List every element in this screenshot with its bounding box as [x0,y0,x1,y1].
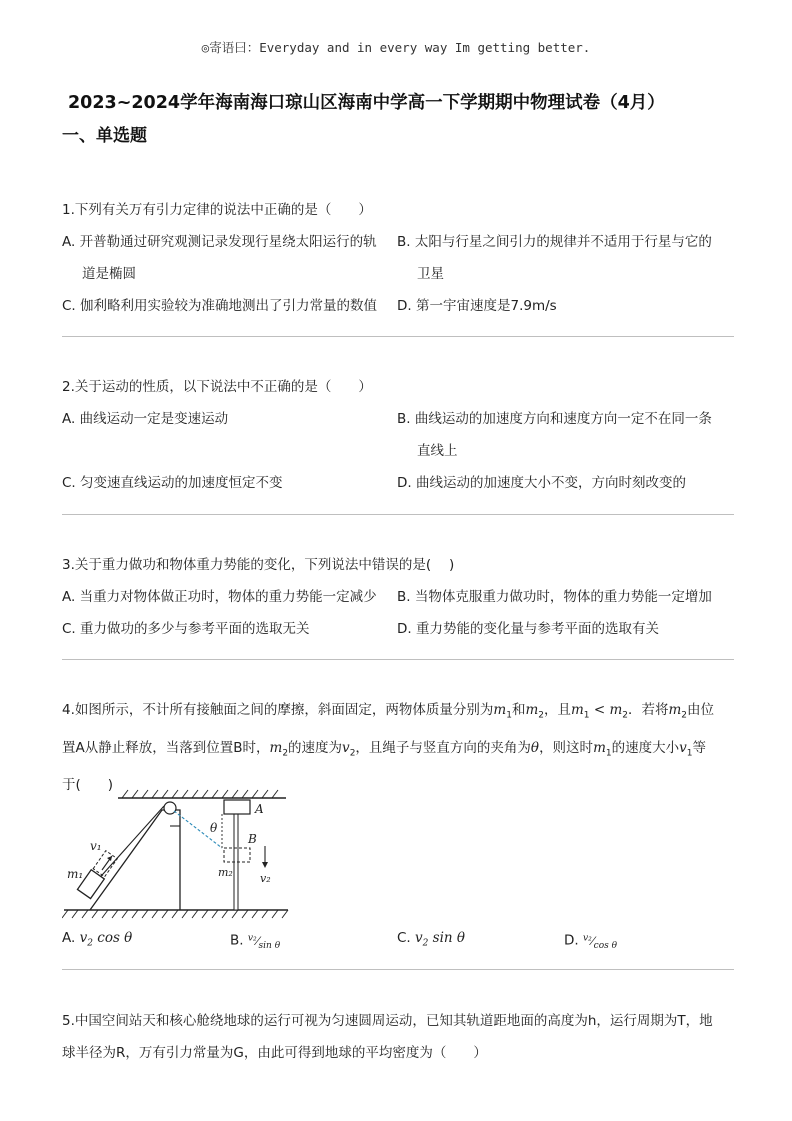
option-text: 匀变速直线运动的加速度恒定不变 [80,475,283,491]
option-d[interactable]: D. $^{v_2}⁄_{cos \theta}$ [564,932,618,951]
option-text-cont: 直线上 [417,443,458,459]
option-label: A. [62,930,76,946]
option-c[interactable]: C. $v_2$ sin θ [397,930,466,949]
option-label: C. [397,930,411,946]
label-m1: m₁ [67,867,84,881]
pulley-incline-diagram [62,786,292,921]
label-v2: v₂ [260,872,271,885]
question-3 [62,549,734,645]
option-text: 第一宇宙速度是7.9m/s [415,298,557,314]
option-text: 重力做功的多少与参考平面的选取无关 [80,621,310,637]
option-text: 当物体克服重力做功时，物体的重力势能一定增加 [414,589,712,605]
motto: ◎寄语曰：Everyday and in every way Im getting better. [201,40,591,55]
option-label: D. [397,298,412,314]
option-text: 当重力对物体做正功时，物体的重力势能一定减少 [79,589,377,605]
question-stem: 2.关于运动的性质，以下说法中不正确的是（ ） [62,379,372,395]
option-a[interactable] [62,403,392,435]
option-label: B. [397,411,411,427]
question-stem-end: 于( ) [62,777,114,794]
option-a[interactable]: A. $v_2$ cos θ [62,930,133,949]
option-label: A. [62,589,76,605]
question-stem-cont: 球半径为R，万有引力常量为G，由此可得到地球的平均密度为（ ） [62,1045,487,1061]
option-label: D. [397,475,412,491]
question-stem: 3.关于重力做功和物体重力势能的变化，下列说法中错误的是( ) [62,557,455,573]
question-5 [62,1005,734,1069]
option-a[interactable] [62,226,392,290]
option-c[interactable] [62,467,392,499]
option-label: C. [62,298,76,314]
option-text: 太阳与行星之间引力的规律并不适用于行星与它的 [414,234,712,250]
option-a[interactable] [62,581,392,613]
option-label: B. [397,589,411,605]
option-label: C. [62,621,76,637]
divider [62,514,734,515]
option-b[interactable] [397,403,727,467]
option-d[interactable] [397,467,727,499]
option-text: 伽利略利用实验较为准确地测出了引力常量的数值 [80,298,378,314]
option-b[interactable] [397,226,727,290]
option-d[interactable] [397,290,727,322]
question-stem: 4.如图所示，不计所有接触面之间的摩擦，斜面固定，两物体质量分别为$m_1$和$m_2$，且$m_1 < m_2$．若将$m_2$由位 [62,702,715,721]
label-m2: m₂ [218,866,233,879]
option-b[interactable]: B. $^{v_2}⁄_{sin \theta}$ [230,932,281,951]
label-v1: v₁ [90,839,102,853]
question-stem: 1.下列有关万有引力定律的说法中正确的是（ ） [62,202,372,218]
question-stem: 5.中国空间站天和核心舱绕地球的运行可视为匀速圆周运动，已知其轨道距地面的高度为h，运行周期为T，地 [62,1013,713,1029]
option-label: B. [230,932,244,949]
option-label: C. [62,475,76,491]
label-a: A [255,802,264,816]
option-c[interactable] [62,290,392,322]
question-stem-cont: 置A从静止释放，当落到位置B时，$m_2$的速度为$v_2$，且绳子与竖直方向的夹角为θ，则这时$m_1$的速度大小$v_1$等 [62,739,706,759]
option-c[interactable] [62,613,392,645]
label-theta: θ [210,821,218,835]
divider [62,336,734,337]
option-text-cont: 卫星 [417,266,444,282]
question-1 [62,194,734,322]
label-b: B [248,832,257,846]
page-title: 2023~2024学年海南海口琼山区海南中学高一下学期期中物理试卷（4月） [68,93,665,113]
option-label: D. [564,932,579,949]
divider [62,659,734,660]
option-text-cont: 道是椭圆 [82,266,136,282]
option-b[interactable] [397,581,727,613]
question-2 [62,371,734,499]
option-text: 曲线运动的加速度大小不变，方向时刻改变的 [415,475,686,491]
option-label: B. [397,234,411,250]
option-label: D. [397,621,412,637]
physics-figure [62,786,292,925]
option-label: A. [62,411,76,427]
option-text: 曲线运动的加速度方向和速度方向一定不在同一条 [414,411,712,427]
option-text: 曲线运动一定是变速运动 [79,411,229,427]
divider [62,969,734,970]
question-4-options [62,922,734,954]
option-d[interactable] [397,613,727,645]
section-heading: 一、单选题 [62,126,147,146]
option-text: 重力势能的变化量与参考平面的选取有关 [415,621,659,637]
option-text: 开普勒通过研究观测记录发现行星绕太阳运行的轨 [79,234,377,250]
option-label: A. [62,234,76,250]
